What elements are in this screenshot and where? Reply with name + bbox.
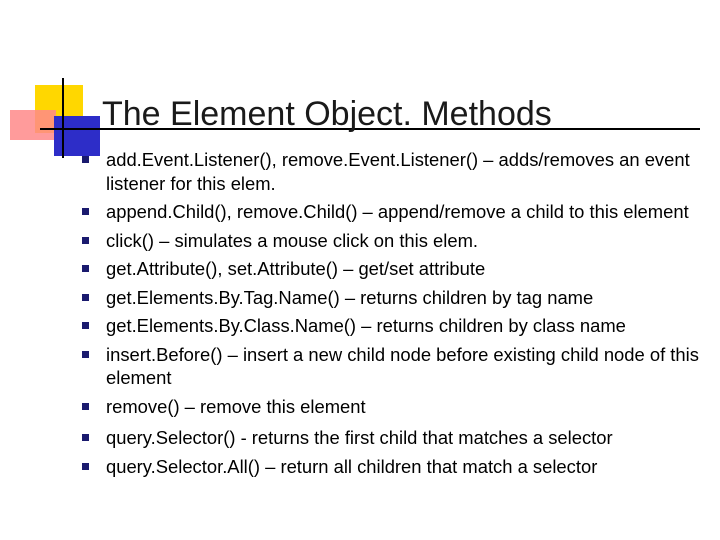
bullet-text: click() – simulates a mouse click on this elem. [106,229,479,251]
bullet-item [78,229,718,253]
bullet-item [78,257,718,281]
logo-vertical-line [62,78,64,158]
bullet-square-icon [82,237,89,244]
bullet-item [78,455,718,479]
bullet-square-icon [82,463,89,470]
bullet-square-icon [82,156,89,163]
bullet-text: query.Selector() - returns the first child that matches a selector [106,427,613,448]
bullet-text: append.Child(), remove.Child() – append/remove a child to this element [106,201,689,222]
bullet-text: get.Elements.By.Tag.Name() – returns children by tag name [106,286,594,308]
bullet-square-icon [82,403,89,410]
bullet-text: get.Attribute(), set.Attribute() – get/set attribute [106,258,486,279]
bullet-item [78,426,718,450]
bullet-item [78,200,718,224]
logo-pink-square [10,110,56,140]
bullet-item [78,343,718,390]
bullet-square-icon [82,434,89,441]
bullet-square-icon [82,265,89,272]
bullet-item [78,314,718,338]
bullet-item [78,286,718,310]
bullet-square-icon [82,351,89,358]
bullet-square-icon [82,322,89,329]
slide-title: The Element Object. Methods [102,95,552,133]
bullet-item [78,395,718,419]
bullet-text: query.Selector.All() – return all children that match a selector [106,455,598,477]
bullet-text: insert.Before() – insert a new child node before existing child node of this element [106,343,699,388]
slide-logo [0,0,140,160]
bullet-square-icon [82,294,89,301]
bullet-text: remove() – remove this element [106,395,366,417]
bullet-list [78,148,718,483]
bullet-text: get.Elements.By.Class.Name() – returns children by class name [106,315,626,336]
bullet-text: add.Event.Listener(), remove.Event.Listener() – adds/removes an event listener for this elem. [106,149,690,194]
bullet-item [78,148,718,195]
bullet-square-icon [82,208,89,215]
